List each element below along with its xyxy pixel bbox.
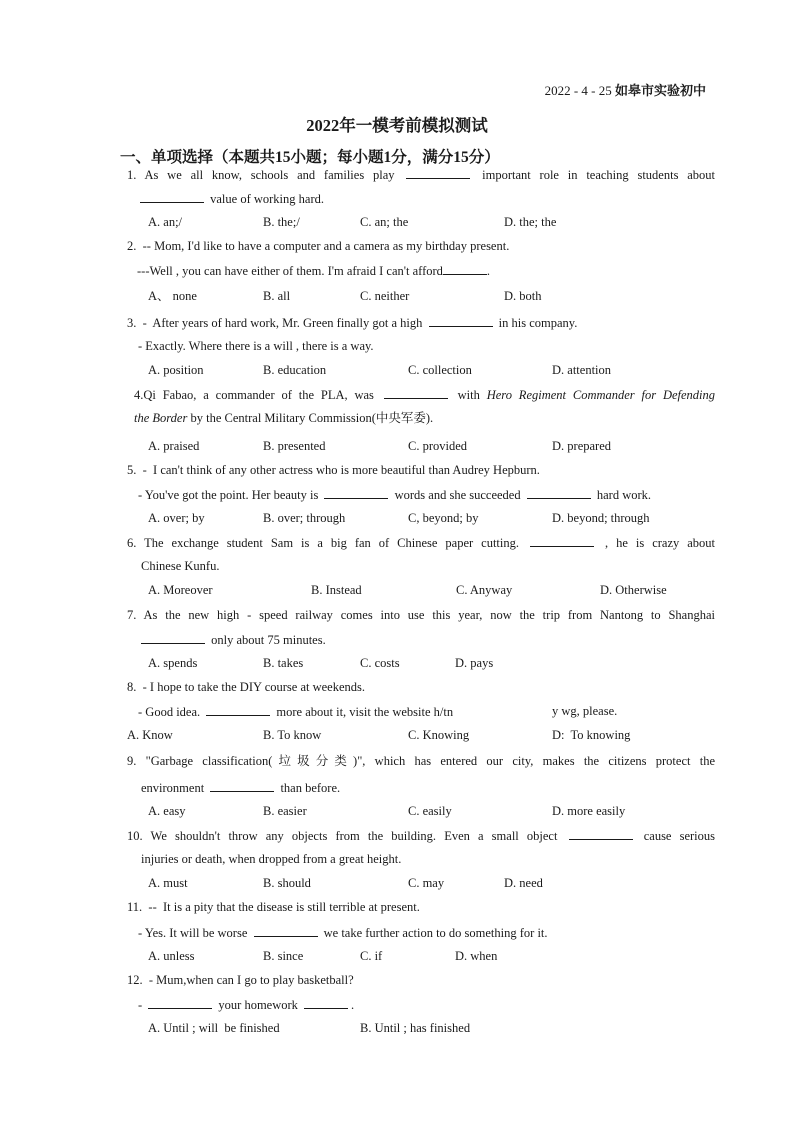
question-text-segment: - You've got the point. Her beauty is — [138, 488, 319, 502]
question-text-segment: important role in teaching students about — [482, 168, 716, 182]
question-8-line-2-end: y wg, please. — [552, 704, 618, 718]
option-1a[interactable]: A. an;/ — [148, 215, 183, 229]
option-4c[interactable]: C. provided — [408, 439, 468, 453]
option-8d[interactable]: D: To knowing — [552, 728, 631, 742]
question-text-segment: more about it, visit the website h/tn — [276, 705, 454, 719]
question-text-segment: in his company. — [498, 316, 578, 330]
question-text-segment: environment — [141, 781, 205, 795]
answer-blank — [443, 262, 487, 275]
option-6b[interactable]: B. Instead — [311, 583, 362, 597]
option-4d[interactable]: D. prepared — [552, 439, 611, 453]
question-text-segment: than before. — [280, 781, 341, 795]
option-10d[interactable]: D. need — [504, 876, 543, 890]
option-5d[interactable]: D. beyond; through — [552, 511, 650, 525]
option-7a[interactable]: A. spends — [148, 656, 198, 670]
question-2-line-2 — [137, 262, 490, 279]
question-text-segment: 10. We shouldn't throw any objects from the building. Even a small object — [127, 829, 558, 843]
question-text-segment: only about 75 minutes. — [211, 633, 326, 647]
question-text-segment: 4.Qi Fabao, a commander of the PLA, was — [134, 388, 374, 402]
option-2d[interactable]: D. both — [504, 289, 542, 303]
question-12-line-2 — [138, 996, 354, 1013]
option-1d[interactable]: D. the; the — [504, 215, 557, 229]
option-7b[interactable]: B. takes — [263, 656, 304, 670]
question-1-line-2 — [140, 190, 324, 207]
question-text-segment: - Yes. It will be worse — [138, 926, 248, 940]
option-6d[interactable]: D. Otherwise — [600, 583, 667, 597]
option-1c[interactable]: C. an; the — [360, 215, 409, 229]
question-text-segment: value of working hard. — [210, 192, 324, 206]
option-9b[interactable]: B. easier — [263, 804, 307, 818]
question-text-segment: your homework — [218, 998, 298, 1012]
question-2-line-1: 2. -- Mom, I'd like to have a computer and a camera as my birthday present. — [127, 239, 510, 253]
option-11b[interactable]: B. since — [263, 949, 304, 963]
question-1-line-1 — [127, 166, 715, 183]
option-9a[interactable]: A. easy — [148, 804, 186, 818]
answer-blank — [140, 190, 204, 203]
option-9d[interactable]: D. more easily — [552, 804, 626, 818]
answer-blank — [384, 386, 448, 399]
option-3d[interactable]: D. attention — [552, 363, 612, 377]
question-text-segment: with — [457, 388, 480, 402]
section-heading: 一、单项选择（本题共15小题；每小题1分，满分15分） — [120, 149, 500, 166]
question-text-segment: 1. As we all know, schools and families play — [127, 168, 395, 182]
option-7d[interactable]: D. pays — [455, 656, 494, 670]
question-11-line-1: 11. -- It is a pity that the disease is still terrible at present. — [127, 900, 420, 914]
question-8-line-2 — [138, 703, 453, 720]
option-2b[interactable]: B. all — [263, 289, 291, 303]
option-2c[interactable]: C. neither — [360, 289, 410, 303]
option-10c[interactable]: C. may — [408, 876, 445, 890]
question-text-segment: - Good idea. — [138, 705, 201, 719]
answer-blank — [210, 779, 274, 792]
option-8c[interactable]: C. Knowing — [408, 728, 470, 742]
option-8a[interactable]: A. Know — [127, 728, 173, 742]
option-12b[interactable]: B. Until ; has finished — [360, 1021, 471, 1035]
question-9-line-2 — [141, 779, 340, 796]
option-9c[interactable]: C. easily — [408, 804, 452, 818]
option-2a[interactable]: A、 none — [148, 289, 197, 303]
option-3b[interactable]: B. education — [263, 363, 327, 377]
question-text-segment: the Border — [134, 411, 188, 425]
question-text-segment: cause serious — [643, 829, 716, 843]
header-date: 2022 - 4 - 25 — [544, 83, 612, 98]
answer-blank — [530, 534, 594, 547]
answer-blank — [206, 703, 270, 716]
question-text-segment: . — [486, 264, 491, 278]
answer-blank — [527, 486, 591, 499]
question-text-segment: by the Central Military Commission(中央军委). — [190, 411, 434, 425]
option-5b[interactable]: B. over; through — [263, 511, 346, 525]
question-9-line-1: 9. "Garbage classification(垃圾分类)", which has entered our city, makes the citizens protect the — [127, 754, 715, 768]
answer-blank — [429, 314, 493, 327]
option-4a[interactable]: A. praised — [148, 439, 200, 453]
option-11a[interactable]: A. unless — [148, 949, 195, 963]
question-text-segment: - — [138, 998, 143, 1012]
answer-blank — [569, 827, 633, 840]
option-3c[interactable]: C. collection — [408, 363, 472, 377]
question-text-segment: , he is crazy about — [604, 536, 716, 550]
option-5a[interactable]: A. over; by — [148, 511, 205, 525]
header — [545, 80, 706, 99]
question-7-line-2 — [141, 631, 326, 648]
answer-blank — [254, 924, 318, 937]
question-3-line-1 — [127, 314, 577, 331]
question-10-line-2: injuries or death, when dropped from a great height. — [141, 852, 402, 866]
option-1b[interactable]: B. the;/ — [263, 215, 300, 229]
question-11-line-2 — [138, 924, 548, 941]
question-text-segment: we take further action to do something for it. — [323, 926, 548, 940]
question-text-segment: . — [351, 998, 355, 1012]
question-text-segment: 3. - After years of hard work, Mr. Green finally got a high — [127, 316, 423, 330]
question-text-segment: words and she succeeded — [394, 488, 521, 502]
question-10-line-1 — [127, 827, 715, 844]
question-6-line-2: Chinese Kunfu. — [141, 559, 220, 573]
option-8b[interactable]: B. To know — [263, 728, 322, 742]
option-11c[interactable]: C. if — [360, 949, 383, 963]
option-12a[interactable]: A. Until ; will be finished — [148, 1021, 280, 1035]
option-10a[interactable]: A. must — [148, 876, 188, 890]
question-6-line-1 — [127, 534, 715, 551]
answer-blank — [304, 996, 348, 1009]
question-3-line-2: - Exactly. Where there is a will , there is a way. — [138, 339, 374, 353]
question-8-line-1: 8. - I hope to take the DIY course at weekends. — [127, 680, 365, 694]
option-3a[interactable]: A. position — [148, 363, 204, 377]
answer-blank — [141, 631, 205, 644]
option-10b[interactable]: B. should — [263, 876, 311, 890]
answer-blank — [406, 166, 470, 179]
question-5-line-2 — [138, 486, 651, 503]
option-5c[interactable]: C, beyond; by — [408, 511, 479, 525]
header-school: 如皋市实验初中 — [614, 83, 706, 98]
question-4-line-1 — [134, 386, 715, 403]
option-6c[interactable]: C. Anyway — [456, 583, 513, 597]
question-text-segment: 6. The exchange student Sam is a big fan of Chinese paper cutting. — [127, 536, 520, 550]
question-text-segment: ---Well , you can have either of them. I'm afraid I can't afford — [137, 264, 443, 278]
answer-blank — [324, 486, 388, 499]
question-7-line-1: 7. As the new high - speed railway comes into use this year, now the trip from Nantong to Shanghai — [127, 608, 715, 622]
question-text-segment: Hero Regiment Commander for Defending — [486, 388, 716, 402]
question-12-line-1: 12. - Mum,when can I go to play basketball? — [127, 973, 354, 987]
page-title: 2022年一模考前模拟测试 — [306, 116, 488, 135]
question-text-segment: hard work. — [596, 488, 652, 502]
option-11d[interactable]: D. when — [455, 949, 498, 963]
option-4b[interactable]: B. presented — [263, 439, 326, 453]
option-6a[interactable]: A. Moreover — [148, 583, 213, 597]
option-7c[interactable]: C. costs — [360, 656, 400, 670]
question-4-line-2 — [134, 410, 433, 426]
answer-blank — [148, 996, 212, 1009]
question-5-line-1: 5. - I can't think of any other actress who is more beautiful than Audrey Hepburn. — [127, 463, 540, 477]
